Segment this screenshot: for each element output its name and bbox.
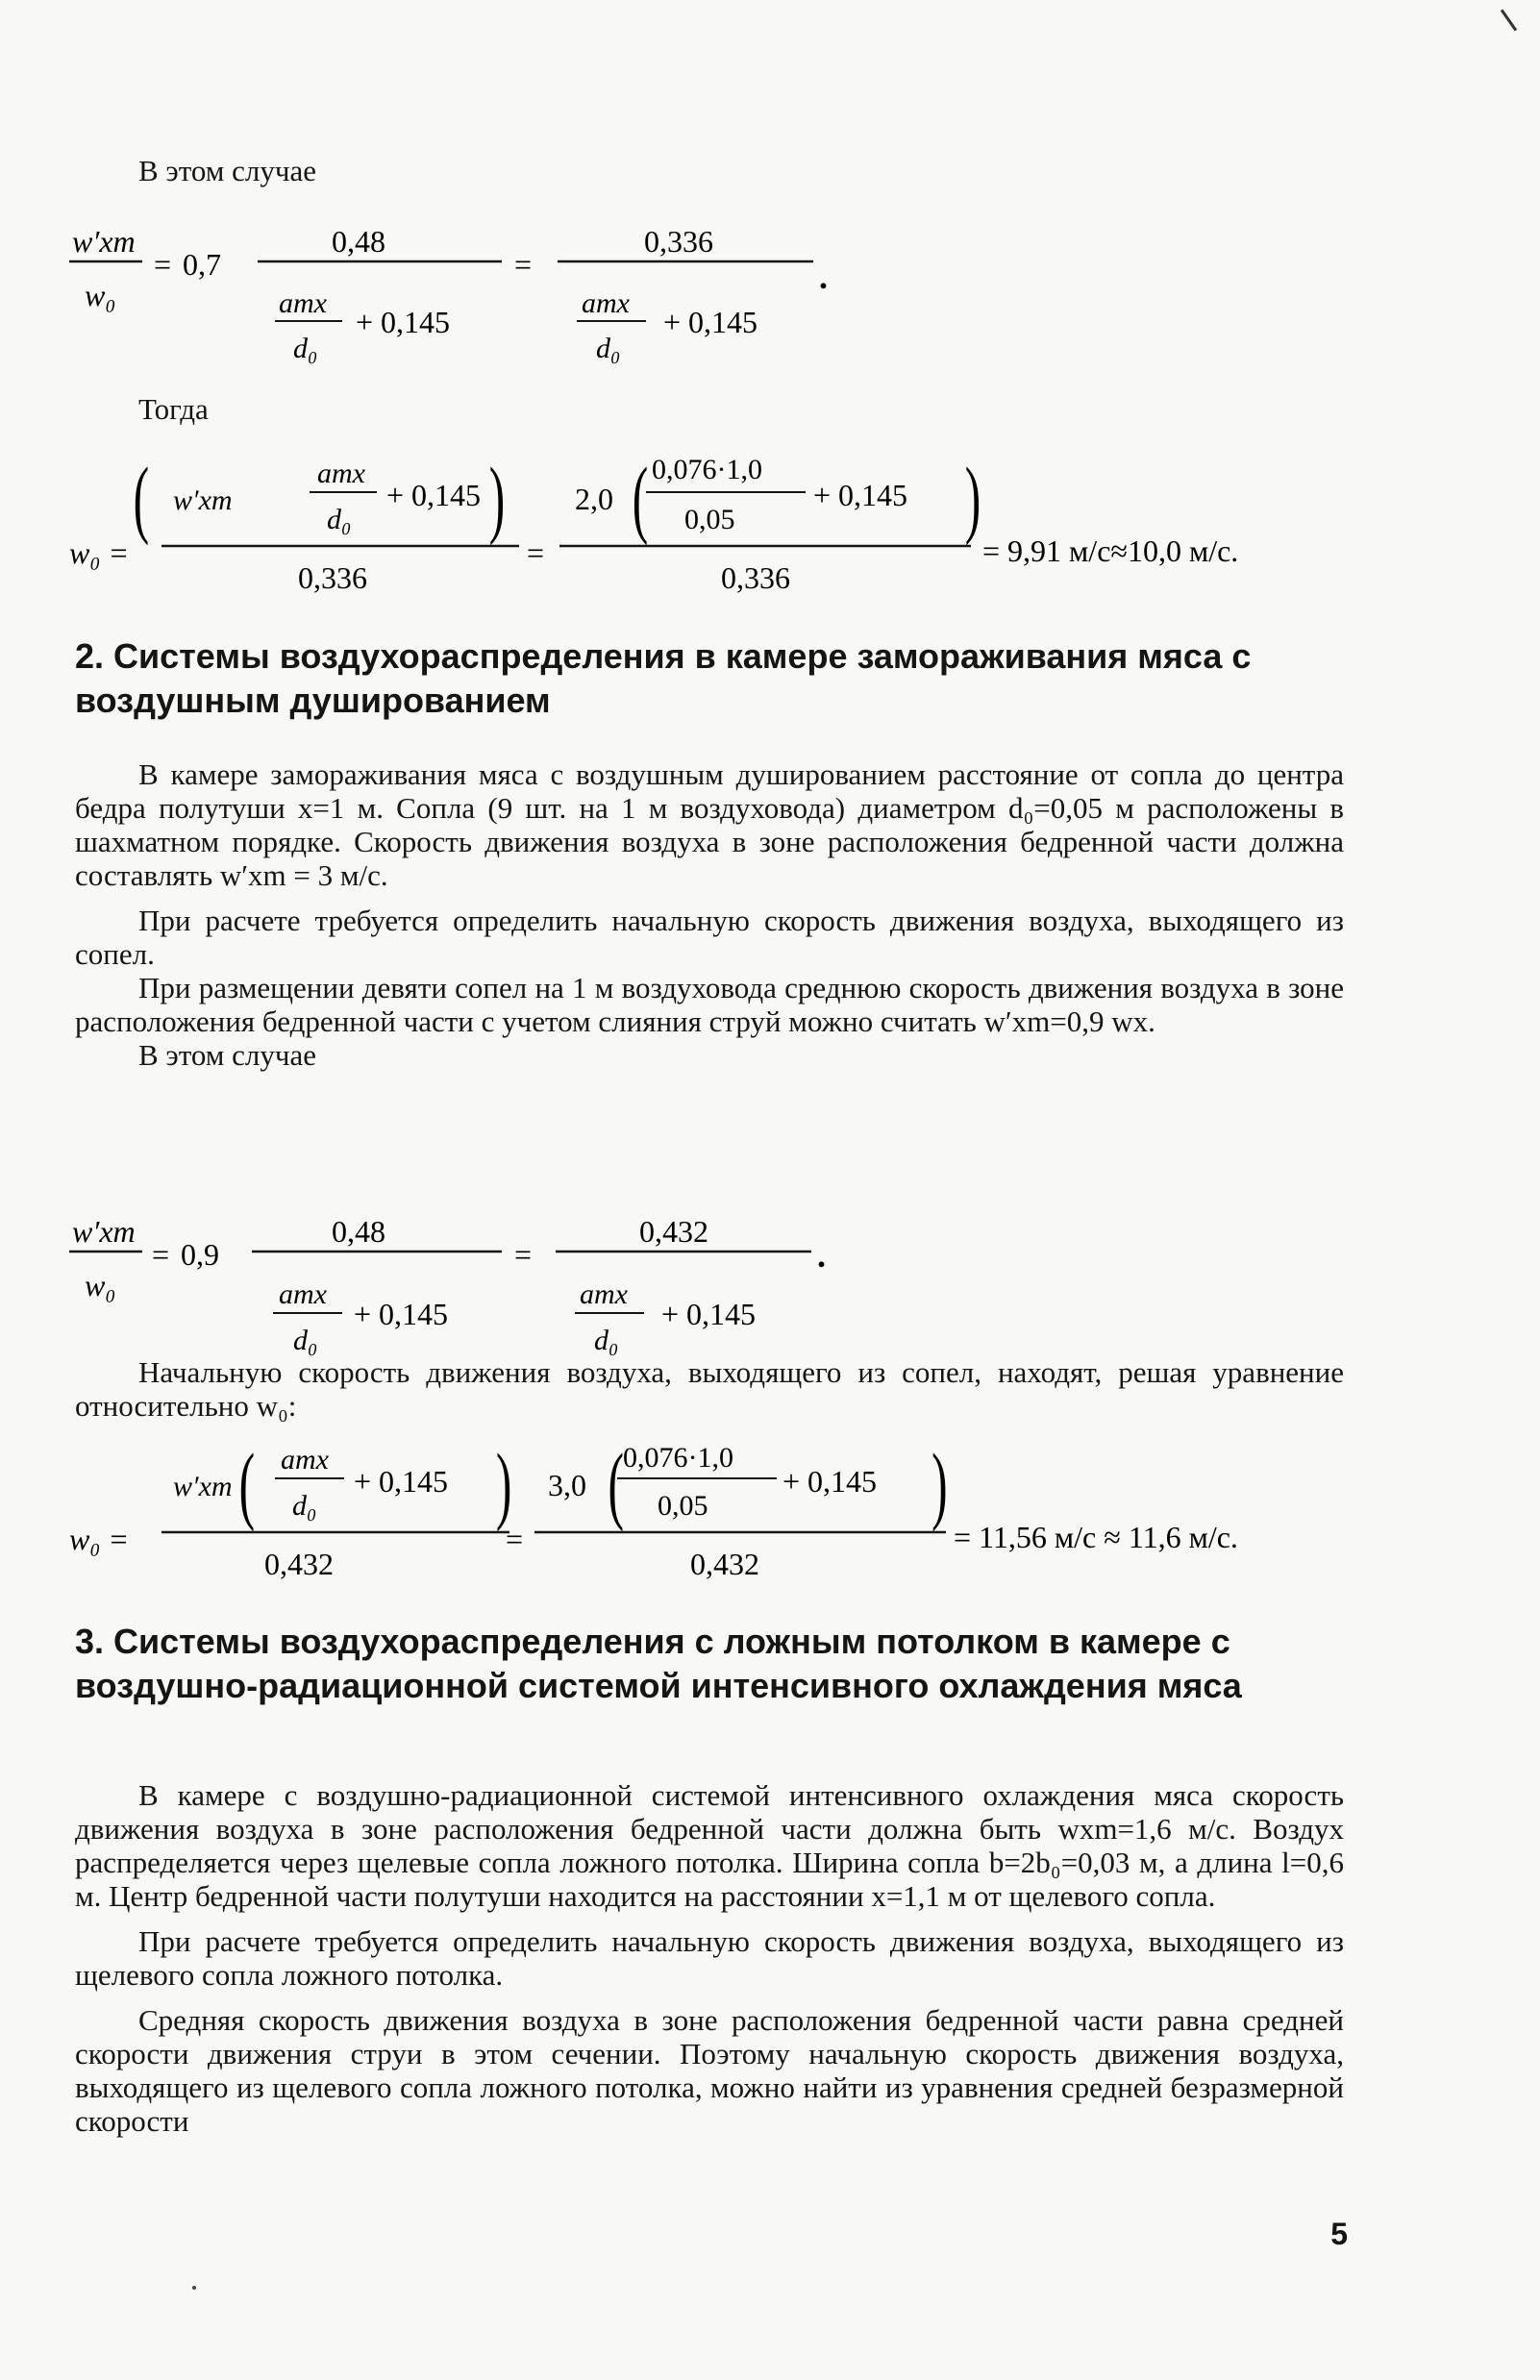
lhs-w0: w₀ = — [69, 1522, 130, 1556]
end-point: . — [819, 258, 828, 296]
equals-sign: = — [152, 1237, 170, 1272]
plus-term: + 0,145 — [354, 1464, 449, 1499]
right-paren: ) — [495, 1435, 512, 1532]
plus-term-1: + 0,145 — [354, 1297, 449, 1331]
plus-term-2: + 0,145 — [782, 1464, 878, 1499]
section-2-heading: 2. Системы воздухораспределения в камере замораживания мяса с воздушным душированием — [75, 636, 1252, 720]
equals-sign: = — [506, 1522, 524, 1556]
right-paren: ) — [488, 449, 506, 546]
plus-term: + 0,145 — [386, 478, 482, 512]
plus-term-2: + 0,145 — [813, 478, 908, 512]
equals-sign: = — [154, 247, 172, 282]
lhs-numerator: w′xm — [72, 224, 136, 259]
section-3 — [75, 1620, 1354, 1708]
left-paren-2: ( — [632, 449, 649, 546]
numerator-1: 0,48 — [332, 1214, 385, 1249]
result: = 9,91 м/с≈10,0 м/с. — [982, 533, 1239, 568]
left-paren: ( — [238, 1435, 256, 1532]
lhs-denominator: w₀ — [85, 278, 116, 312]
coefficient: 0,9 — [181, 1237, 219, 1272]
equals-sign-2: = — [514, 1237, 533, 1272]
numeric-top: 0,076·1,0 — [652, 454, 762, 485]
left-paren: ( — [133, 449, 150, 546]
inner-denominator-1: d₀ — [293, 333, 318, 364]
plus-term-2: + 0,145 — [661, 1297, 757, 1331]
inner-denominator: d₀ — [292, 1490, 317, 1522]
inner-denominator-2: d₀ — [594, 1325, 619, 1356]
equals-sign: = — [527, 535, 545, 570]
inner-numerator-2: aтx — [582, 287, 630, 319]
coefficient: 0,7 — [183, 247, 221, 282]
plus-term-2: + 0,145 — [663, 305, 758, 339]
paragraph-then: Тогда — [138, 392, 209, 426]
w-xm: w′xm — [173, 484, 233, 516]
section-3-body — [75, 1778, 1344, 2138]
section-3-heading: 3. Системы воздухораспределения с ложным потолком в камере с воздушно-радиационной системой интенсивного охлаждения мяса — [75, 1622, 1242, 1705]
paragraph-2a: В камере замораживания мяса с воздушным душированием расстояние от сопла до центра бедра полутуши x=1 м. Сопла (9 шт. на 1 м воздуховода) диаметром d₀=0,05 м расположены в шахматном порядке. Скорость движения воздуха в зоне расположения бедренной части должна составлять w′xm = 3 м/с. — [75, 757, 1344, 892]
inner-numerator-1: aтx — [279, 1278, 327, 1310]
paragraph-2b: При расчете требуется определить начальную скорость движения воздуха, выходящего из сопел. — [75, 904, 1344, 971]
paragraph-2d: Начальную скорость движения воздуха, выходящего из сопел, находят, решая уравнение относительно w₀: — [75, 1355, 1344, 1423]
inner-denominator: d₀ — [327, 504, 352, 535]
denominator-2: 0,336 — [721, 560, 790, 595]
lhs-numerator: w′xm — [72, 1214, 136, 1249]
coefficient: 3,0 — [548, 1468, 586, 1502]
paragraph-2-in-this-case: В этом случае — [138, 1038, 316, 1072]
paragraph-3c: Средняя скорость движения воздуха в зоне расположения бедренной части равна средней скорости движения струи в этом сечении. Поэтому начальную скорость движения воздуха, выходящего из щелевого сопла ложного потолка, можно найти из уравнения средней безразмерной скорости — [75, 2003, 1344, 2138]
page-number: 5 — [1330, 2217, 1348, 2251]
paragraph-in-this-case: В этом случае — [138, 154, 316, 187]
numerator-1: 0,48 — [332, 224, 385, 259]
w-xm: w′xm — [173, 1471, 233, 1502]
inner-denominator-2: d₀ — [596, 333, 621, 364]
lhs-w0: w₀ = — [69, 535, 130, 570]
paragraph-3a: В камере с воздушно-радиационной системой интенсивного охлаждения мяса скорость движения воздуха в зоне расположения бедренной части должна быть wxm=1,6 м/с. Воздух распределяется через щелевые сопла ложного потолка. Ширина сопла b=2b₀=0,03 м, а длина l=0,6 м. Центр бедренной части полутуши находится на расстоянии x=1,1 м от щелевого сопла. — [75, 1778, 1344, 1913]
end-point: . — [817, 1236, 826, 1275]
right-paren-2: ) — [931, 1435, 948, 1532]
inner-denominator-1: d₀ — [293, 1325, 318, 1356]
denominator: 0,432 — [264, 1547, 334, 1581]
scan-dot — [192, 2286, 196, 2290]
plus-term-1: + 0,145 — [356, 305, 451, 339]
equals-sign-2: = — [514, 247, 533, 282]
numerator-2: 0,432 — [639, 1214, 708, 1249]
coefficient: 2,0 — [575, 482, 613, 516]
paragraph-2c: При размещении девяти сопел на 1 м воздуховода среднюю скорость движения воздуха в зоне расположения бедренной части с учетом слияния струй можно считать w′xm=0,9 wx. — [75, 971, 1344, 1038]
left-paren-2: ( — [608, 1435, 624, 1532]
result: = 11,56 м/с ≈ 11,6 м/с. — [954, 1520, 1238, 1554]
numeric-top: 0,076·1,0 — [623, 1442, 733, 1474]
numerator-2: 0,336 — [644, 224, 713, 259]
inner-numerator-2: aтx — [580, 1278, 628, 1310]
numeric-bottom: 0,05 — [658, 1490, 708, 1522]
numeric-bottom: 0,05 — [684, 504, 735, 535]
inner-numerator-1: aтx — [279, 287, 327, 319]
right-paren-2: ) — [964, 449, 981, 546]
denominator: 0,336 — [298, 560, 367, 595]
inner-numerator: aтx — [281, 1444, 329, 1475]
lhs-denominator: w₀ — [85, 1268, 116, 1302]
denominator-2: 0,432 — [690, 1547, 759, 1581]
paragraph-3b: При расчете требуется определить начальную скорость движения воздуха, выходящего из щелевого сопла ложного потолка. — [75, 1924, 1344, 1992]
inner-numerator: aтx — [317, 458, 365, 489]
